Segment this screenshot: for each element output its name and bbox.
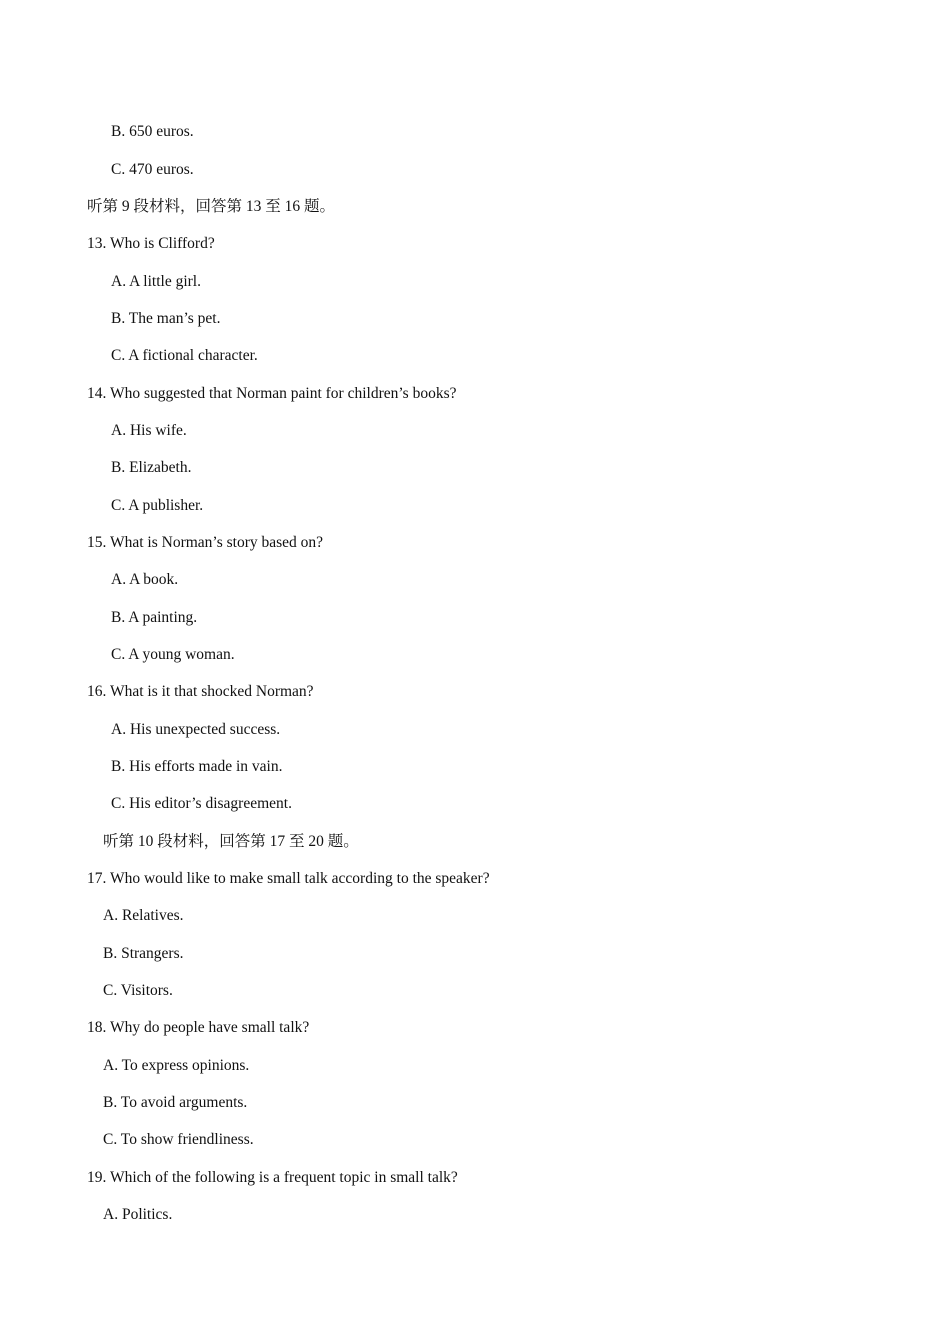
option-15b: B. A painting. [111, 609, 198, 626]
option-16c: C. His editor’s disagreement. [111, 795, 292, 812]
option-17a: A. Relatives. [103, 907, 184, 924]
option-19a: A. Politics. [103, 1206, 173, 1223]
section-heading-10: 听第 10 段材料，回答第 17 至 20 题。 [103, 833, 359, 850]
option-13c: C. A fictional character. [111, 347, 258, 364]
question-19: 19. Which of the following is a frequent topic in small talk? [87, 1169, 458, 1186]
question-18: 18. Why do people have small talk? [87, 1019, 310, 1036]
option-14c: C. A publisher. [111, 497, 204, 514]
option-15c: C. A young woman. [111, 646, 235, 663]
option-18c: C. To show friendliness. [103, 1131, 254, 1148]
option-13b: B. The man’s pet. [111, 310, 221, 327]
option-16a: A. His unexpected success. [111, 721, 281, 738]
option-12b: B. 650 euros. [111, 123, 194, 140]
option-18a: A. To express opinions. [103, 1057, 250, 1074]
question-16: 16. What is it that shocked Norman? [87, 683, 314, 700]
question-17: 17. Who would like to make small talk according to the speaker? [87, 870, 490, 887]
option-16b: B. His efforts made in vain. [111, 758, 283, 775]
option-14a: A. His wife. [111, 422, 187, 439]
option-17b: B. Strangers. [103, 945, 184, 962]
question-13: 13. Who is Clifford? [87, 235, 215, 252]
option-13a: A. A little girl. [111, 273, 201, 290]
section-heading-9: 听第 9 段材料，回答第 13 至 16 题。 [87, 198, 336, 215]
question-15: 15. What is Norman’s story based on? [87, 534, 324, 551]
option-18b: B. To avoid arguments. [103, 1094, 248, 1111]
option-15a: A. A book. [111, 571, 179, 588]
option-14b: B. Elizabeth. [111, 459, 192, 476]
question-14: 14. Who suggested that Norman paint for children’s books? [87, 385, 457, 402]
option-12c: C. 470 euros. [111, 161, 194, 178]
option-17c: C. Visitors. [103, 982, 173, 999]
